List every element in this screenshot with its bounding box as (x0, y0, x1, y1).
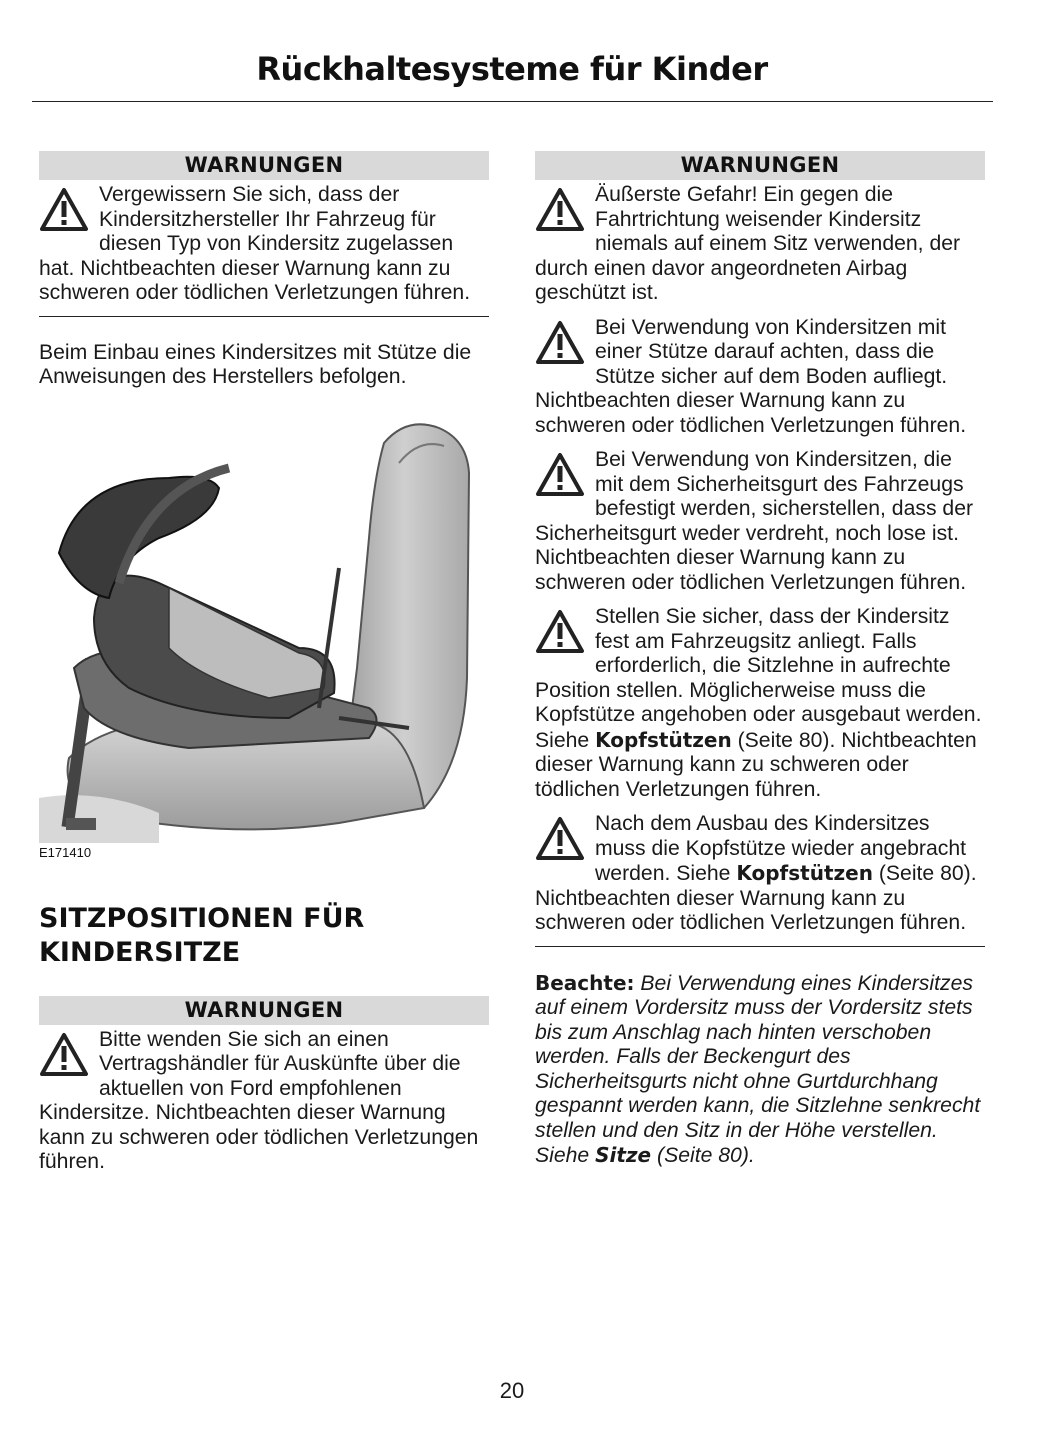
warning-triangle-icon (535, 320, 585, 366)
child-seat-illustration (39, 418, 489, 858)
warning-triangle-icon (535, 609, 585, 655)
warning-triangle-icon (39, 187, 89, 233)
warning-item (535, 448, 985, 595)
left-column (39, 151, 489, 1175)
warning-triangle-icon (535, 452, 585, 498)
note-label: Beachte: (535, 970, 635, 995)
note-paragraph (535, 971, 985, 1169)
child-seat-drawing (39, 418, 489, 843)
warning-triangle-icon (535, 187, 585, 233)
warning-text: Äußerste Gefahr! Ein gegen die Fahrtrichtung weisender Kindersitz niemals auf einem Sitz verwenden, der durch einen davor angeordneten Airbag geschützt ist. (535, 183, 961, 304)
warning-text: Bei Verwendung von Kindersitzen mit einer Stütze darauf achten, dass die Stütze sicher auf dem Boden aufliegt. Nichtbeachten dieser Warnung kann zu schweren oder tödlichen Verletzungen führen. (535, 315, 967, 437)
warnings-heading: WARNUNGEN (39, 996, 489, 1025)
figure-caption: E171410 (39, 844, 92, 860)
right-column (535, 151, 985, 1169)
note-text: (Seite 80). (657, 1144, 755, 1167)
warning-text: Bitte wenden Sie sich an einen Vertragshändler für Auskünfte über die aktuellen von Ford empfohlenen Kindersitze. Nichtbeachten dieser Warnung kann zu schweren oder tödlichen Verletzungen führen. (39, 1027, 479, 1173)
header-rule (32, 101, 993, 102)
cross-reference-link[interactable]: Kopfstützen (595, 727, 732, 752)
warning-text: Nach dem Ausbau des Kindersitzes muss die Kopfstütze wieder angebracht werden. Siehe (595, 812, 966, 885)
section-heading: SITZPOSITIONEN FÜR KINDERSITZE (39, 902, 365, 968)
warning-item (535, 605, 985, 802)
page-title: Rückhaltesysteme für Kinder (256, 50, 768, 88)
warning-text: Stellen Sie sicher, dass der Kindersitz fest am Fahrzeugsitz anliegt. Falls erforderlich, die Sitzlehne in aufrechte Position stellen. Möglicherweise muss die Kopfstütze angehoben oder ausgebaut werden. Siehe (535, 605, 982, 752)
warnings-heading: WARNUNGEN (39, 151, 489, 180)
warning-text: Bei Verwendung von Kindersitzen, die mit dem Sicherheitsgurt des Fahrzeugs befestigt werden, sicherstellen, dass der Sicherheitsgurt weder verdreht, noch lose ist. Nichtbeachten dieser Warnung kann zu schweren oder tödlichen Verletzungen führen. (535, 448, 974, 594)
warning-text: (Seite 80). Nichtbeachten dieser Warnung kann zu schweren oder tödlichen Verletzungen führen. (535, 862, 977, 934)
warning-item (535, 316, 985, 439)
warnings-end-rule (39, 316, 489, 317)
page-number: 20 (499, 1378, 525, 1403)
installation-paragraph: Beim Einbau eines Kindersitzes mit Stütze die Anweisungen des Herstellers befolgen. (39, 340, 472, 388)
warnings-end-rule (535, 946, 985, 947)
cross-reference-link[interactable]: Kopfstützen (736, 861, 873, 885)
warning-triangle-icon (535, 816, 585, 862)
warning-text: (Seite 80). Nichtbeachten dieser Warnung kann zu schweren oder tödlichen Verletzungen führen. (535, 728, 977, 801)
cross-reference-link[interactable]: Sitze (595, 1143, 652, 1167)
note-text: Bei Verwendung eines Kindersitzes auf einem Vordersitz muss der Vordersitz stets bis zum Anschlag nach hinten verschoben werden. Falls der Beckengurt des Sicherheitsgurts nicht ohne Gurtdurchhang gespannt werden kann, die Sitzlehne senkrecht stellen und den Sitz in der Höhe verstellen. Siehe (535, 971, 981, 1167)
warnings-heading: WARNUNGEN (535, 151, 985, 180)
warning-item (39, 1028, 489, 1175)
warning-item (39, 183, 489, 306)
warning-triangle-icon (39, 1032, 89, 1078)
warning-text: Vergewissern Sie sich, dass der Kindersitzhersteller Ihr Fahrzeug für diesen Typ von Kindersitz zugelassen hat. Nichtbeachten dieser Warnung kann zu schweren oder tödlichen Verletzungen führen. (39, 183, 471, 304)
warning-item (535, 183, 985, 306)
warning-item (535, 812, 985, 936)
